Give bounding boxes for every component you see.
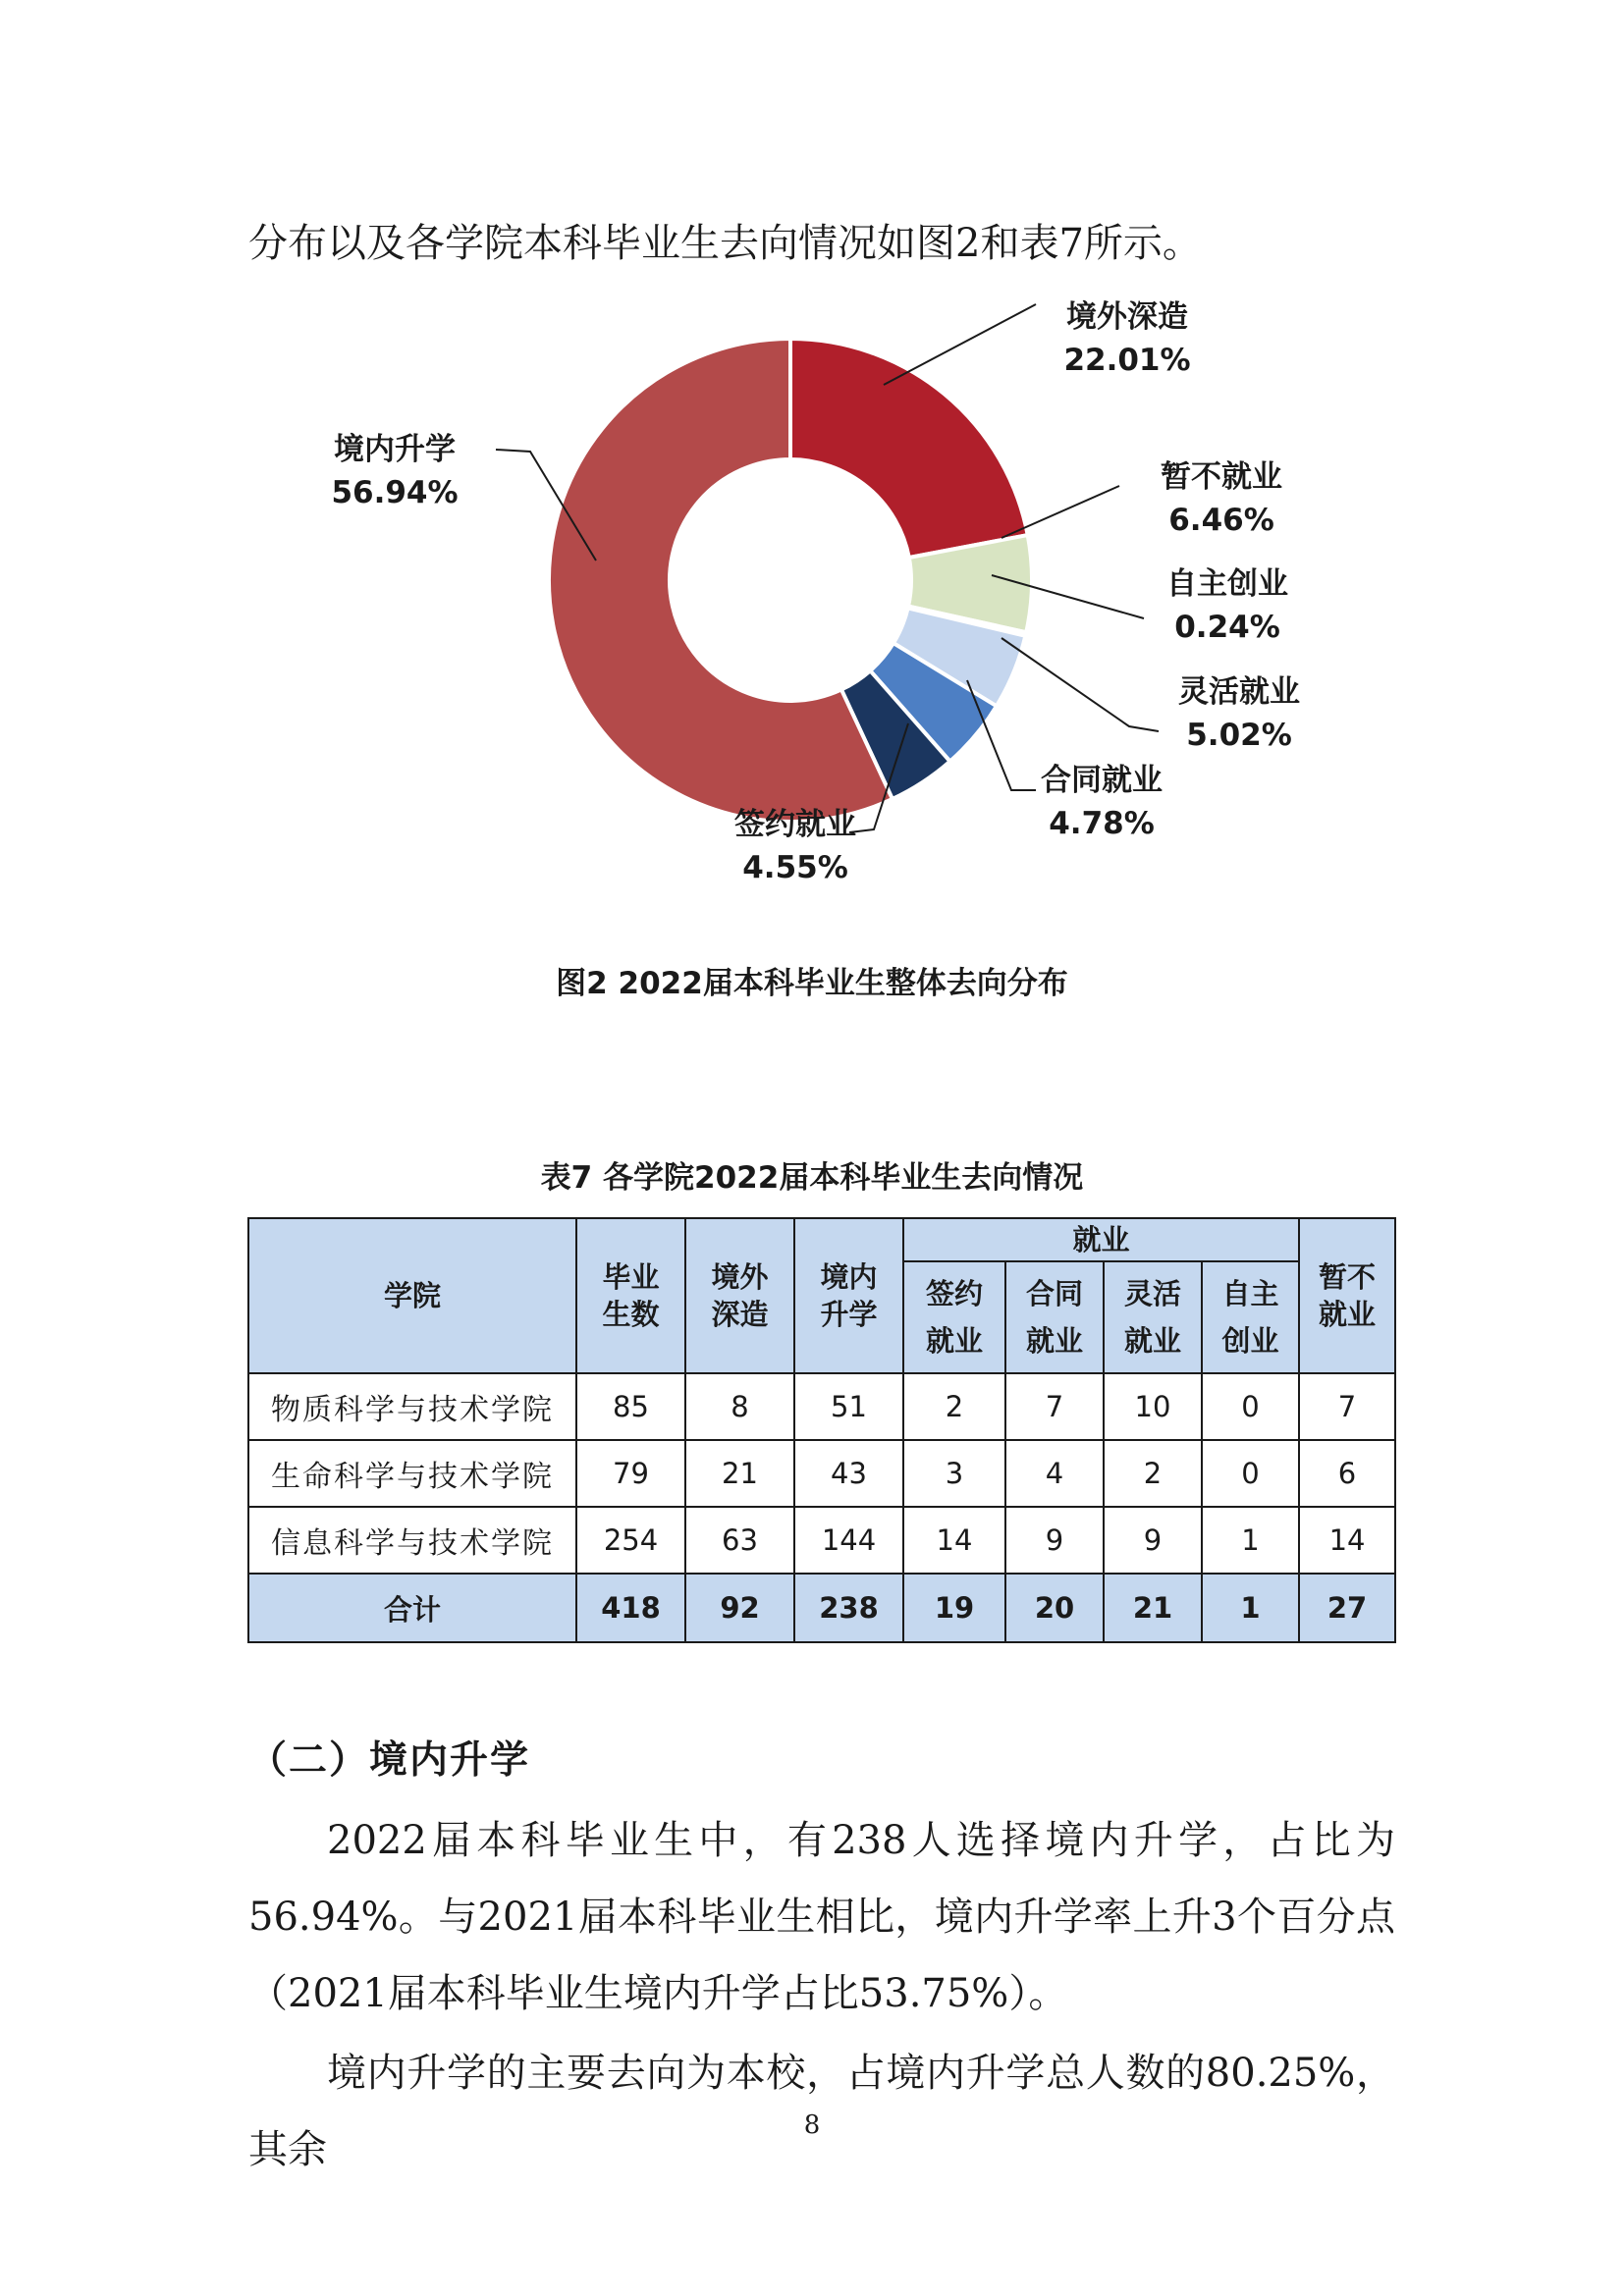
cell: 0 [1202, 1440, 1299, 1507]
header-employment: 就业 [903, 1218, 1299, 1261]
slice-percent: 6.46% [1168, 503, 1274, 538]
cell: 7 [1005, 1373, 1104, 1440]
header-college: 学院 [248, 1218, 576, 1373]
total-cell: 20 [1005, 1574, 1104, 1642]
cell: 8 [685, 1373, 794, 1440]
cell: 7 [1299, 1373, 1395, 1440]
college-name: 物质科学与技术学院 [248, 1373, 576, 1440]
cell: 79 [576, 1440, 685, 1507]
cell: 6 [1299, 1440, 1395, 1507]
destination-table [247, 1217, 1396, 1643]
header-abroad: 境外 深造 [685, 1218, 794, 1373]
figure-caption: 图2 2022届本科毕业生整体去向分布 [556, 966, 1068, 1001]
cell: 9 [1104, 1507, 1202, 1574]
total-cell: 92 [685, 1574, 794, 1642]
table-row [248, 1373, 1395, 1440]
slice-percent: 5.02% [1186, 718, 1292, 753]
cell: 9 [1005, 1507, 1104, 1574]
total-label: 合计 [248, 1574, 576, 1642]
cell: 254 [576, 1507, 685, 1574]
slice-label: 灵活就业 [1178, 674, 1300, 710]
slice-label: 自主创业 [1166, 566, 1288, 602]
section-paragraph: 2022届本科毕业生中，有238人选择境内升学，占比为56.94%。与2021届本科毕业生相比，境内升学率上升3个百分点（2021届本科毕业生境内升学占比53.75%）。 [248, 1818, 1395, 2016]
cell: 2 [903, 1373, 1005, 1440]
slice-percent: 4.55% [742, 850, 848, 885]
section-paragraph: 境内升学的主要去向为本校，占境内升学总人数的80.25%，其余 [248, 2051, 1395, 2172]
cell: 4 [1005, 1440, 1104, 1507]
slice-percent: 22.01% [1063, 343, 1191, 378]
header-contract: 合同 就业 [1005, 1261, 1104, 1373]
total-cell: 19 [903, 1574, 1005, 1642]
table-caption: 表7 各学院2022届本科毕业生去向情况 [540, 1160, 1084, 1196]
table-row [248, 1507, 1395, 1574]
slice-percent: 4.78% [1049, 806, 1155, 841]
slice-label: 境内升学 [334, 432, 456, 467]
header-graduates: 毕业 生数 [576, 1218, 685, 1373]
leader-line [1001, 638, 1159, 731]
slice-label: 暂不就业 [1161, 459, 1282, 495]
cell: 14 [1299, 1507, 1395, 1574]
cell: 144 [794, 1507, 903, 1574]
cell: 14 [903, 1507, 1005, 1574]
total-cell: 238 [794, 1574, 903, 1642]
table-row [248, 1440, 1395, 1507]
cell: 0 [1202, 1373, 1299, 1440]
total-cell: 27 [1299, 1574, 1395, 1642]
cell: 85 [576, 1373, 685, 1440]
cell: 2 [1104, 1440, 1202, 1507]
cell: 3 [903, 1440, 1005, 1507]
total-row [248, 1574, 1395, 1642]
cell: 43 [794, 1440, 903, 1507]
page-number: 8 [803, 2110, 821, 2140]
header-startup: 自主 创业 [1202, 1261, 1299, 1373]
total-cell: 1 [1202, 1574, 1299, 1642]
header-signed: 签约 就业 [903, 1261, 1005, 1373]
slice-label: 境外深造 [1066, 299, 1188, 335]
header-flexible: 灵活 就业 [1104, 1261, 1202, 1373]
cell: 63 [685, 1507, 794, 1574]
total-cell: 418 [576, 1574, 685, 1642]
header-domestic: 境内 升学 [794, 1218, 903, 1373]
cell: 1 [1202, 1507, 1299, 1574]
slice-label: 签约就业 [734, 807, 856, 842]
slice-percent: 56.94% [331, 475, 459, 510]
cell: 21 [685, 1440, 794, 1507]
intro-text: 分布以及各学院本科毕业生去向情况如图2和表7所示。 [248, 221, 1202, 266]
college-name: 生命科学与技术学院 [248, 1440, 576, 1507]
slice-label: 合同就业 [1041, 763, 1163, 798]
cell: 51 [794, 1373, 903, 1440]
header-not-employed: 暂不 就业 [1299, 1218, 1395, 1373]
destination-donut-chart [0, 285, 1624, 923]
total-cell: 21 [1104, 1574, 1202, 1642]
slice-percent: 0.24% [1174, 610, 1280, 645]
cell: 10 [1104, 1373, 1202, 1440]
leader-line [884, 304, 1036, 385]
section-heading: （二）境内升学 [248, 1738, 531, 1783]
college-name: 信息科学与技术学院 [248, 1507, 576, 1574]
